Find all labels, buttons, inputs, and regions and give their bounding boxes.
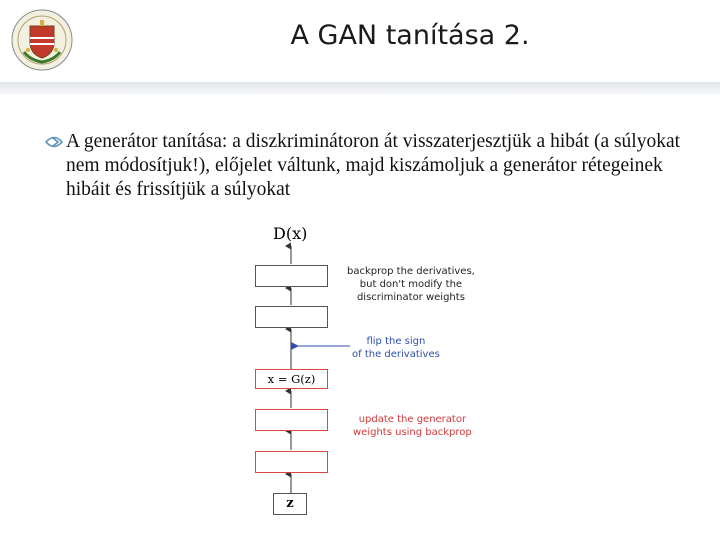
discriminator-output-label: D(x) (273, 224, 308, 243)
note-update-generator: update the generator weights using backprop (353, 414, 472, 438)
bullet-text: A generátor tanítása: a diszkriminátoron át visszaterjesztjük a hibát (a súlyokat nem módosítjuk!), előjelet váltunk, majd kiszámoljuk a generátor rétegeinek hibáit és frissítjük a súlyokat (66, 131, 681, 200)
discriminator-layer-1 (255, 265, 328, 287)
latent-input-label: z (273, 493, 307, 515)
generated-sample-label: x = G(z) (255, 369, 328, 389)
gan-training-diagram (240, 222, 500, 522)
note-flip-sign: flip the sign of the derivatives (352, 336, 440, 360)
page-title: A GAN tanítása 2. (290, 20, 530, 51)
note-backprop: backprop the derivatives, but don't modify the discriminator weights (347, 266, 475, 303)
bullet-item (44, 130, 704, 202)
generator-layer-1 (255, 409, 328, 431)
generator-layer-2 (255, 451, 328, 473)
header (0, 0, 720, 82)
discriminator-layer-2 (255, 306, 328, 328)
bullet-pointer-icon (44, 132, 64, 152)
body-text (44, 130, 704, 202)
header-divider (0, 82, 720, 94)
university-crest-icon (10, 8, 74, 72)
